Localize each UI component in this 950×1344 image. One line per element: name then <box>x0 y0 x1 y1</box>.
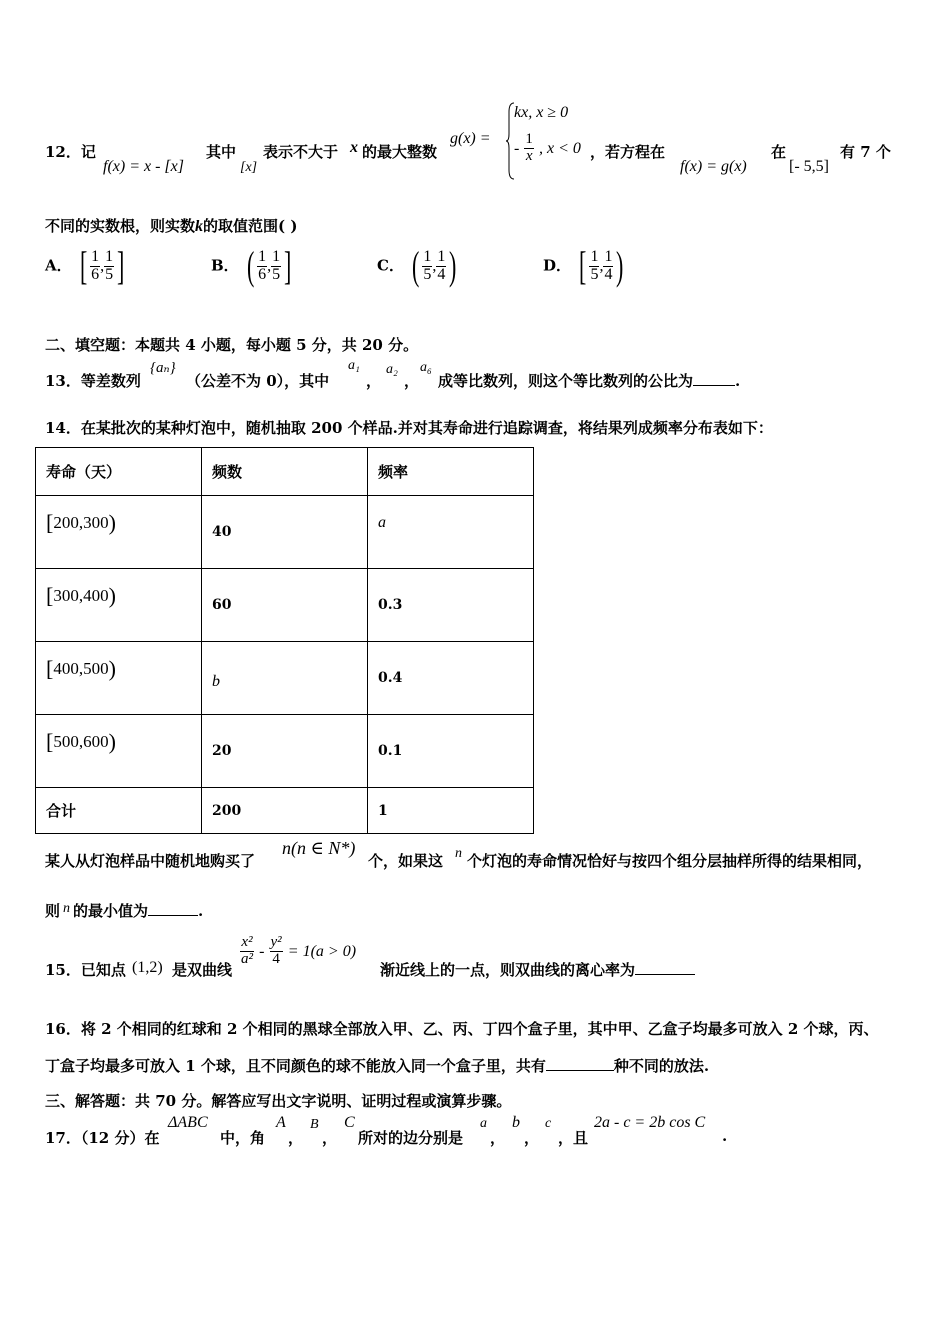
q12-line2-end: 的取值范围( ) <box>203 217 298 235</box>
q13-a1: a₁ <box>348 358 360 373</box>
frac-num: 1 <box>590 247 599 265</box>
q17-text1: 17．（12 分）在 <box>45 1129 160 1147</box>
q12-line2-text: 不同的实数根，则实数 <box>45 217 196 235</box>
q12-option-a: A． [ $\frac{1}{6}$ , $\frac{1}{5}$ ] <box>45 243 125 288</box>
header-lifespan: 寿命（天） <box>36 448 202 496</box>
q17-end: . <box>722 1127 728 1145</box>
q12-option-d: D． [ $\frac{1}{5}$ , $\frac{1}{4}$ ) <box>543 243 624 288</box>
q17-text4: ，且 <box>558 1129 589 1147</box>
q12-case2-sign: - <box>514 139 520 157</box>
q14-n-var2: n <box>63 901 71 916</box>
frac-den: 5 <box>105 265 114 283</box>
q12-text-you7ge: 有 7 个 <box>840 143 891 161</box>
q12-text-zai: 在 <box>771 143 787 161</box>
q13-a6: a₆ <box>420 360 432 375</box>
interval-value: 200,300 <box>53 513 109 532</box>
q17-triangle: ΔABC <box>168 1114 208 1131</box>
q12-equation: f(x) = g(x) <box>680 158 747 175</box>
table-row <box>36 715 534 788</box>
frac-num: 1 <box>91 247 100 265</box>
table-row <box>36 496 534 569</box>
q15-text3-label: 渐近线上的一点，则双曲线的离心率为 <box>380 961 636 979</box>
q17-text2: 中，角 <box>220 1129 266 1147</box>
option-close-bracket: ) <box>449 243 457 288</box>
frac-num: 1 <box>105 247 114 265</box>
q14-after4: 则 <box>45 902 61 920</box>
q14-after3: 个灯泡的寿命情况恰好与按四个组分层抽样所得的结果相同， <box>467 852 873 870</box>
frac-den: 5 <box>423 265 432 283</box>
cell-interval: [200,300) <box>36 496 202 569</box>
q12-text-qizhong: 其中 <box>206 143 237 161</box>
q12-text-ruofangcheng: ，若方程在 <box>590 143 666 161</box>
option-open-bracket: ( <box>412 243 420 288</box>
q12-option-c: C． ( $\frac{1}{5}$ , $\frac{1}{4}$ ) <box>377 243 457 288</box>
q14-after2: 个，如果这 <box>368 852 444 870</box>
frac-den: 4 <box>437 265 446 283</box>
interval-value: 500,600 <box>53 732 109 751</box>
option-open-bracket: [ <box>579 243 587 288</box>
table-row <box>36 569 534 642</box>
option-label: C． <box>377 256 404 275</box>
frac-den: 4 <box>604 265 613 283</box>
q17-side-b: b <box>512 1114 520 1131</box>
q12-gx-lhs: g(x) = <box>450 130 491 147</box>
q16-answer-blank[interactable] <box>546 1070 614 1071</box>
q15-answer-blank[interactable] <box>635 974 695 975</box>
q17-comma3: ， <box>490 1129 506 1147</box>
option-close-bracket: ) <box>616 243 624 288</box>
q13-seq: {aₙ} <box>150 360 176 376</box>
frac-num: 1 <box>604 247 613 265</box>
q17-side-a: a <box>480 1116 487 1131</box>
q12-text-biaoshi: 表示不大于 <box>263 143 339 161</box>
q15-x2: x² <box>241 934 253 950</box>
frac-den: 6 <box>258 265 267 283</box>
q12-text-zuidazhengshu: 的最大整数 <box>362 143 438 161</box>
q14-answer-blank[interactable] <box>148 915 198 916</box>
q16-line2a: 丁盒子均最多可放入 1 个球，且不同颜色的球不能放入同一个盒子里，共有 <box>45 1057 546 1075</box>
q14-end: . <box>198 902 204 920</box>
q12-interval: [- 5,5] <box>789 158 829 175</box>
q17-equation: 2a - c = 2b cos C <box>594 1114 706 1131</box>
q12-number: 12．记 <box>45 143 96 161</box>
q12-x-var: x <box>350 139 358 156</box>
q14-line2 <box>45 900 203 921</box>
q15-rhs: = 1(a > 0) <box>287 942 357 960</box>
q12-floor-symbol: [x] <box>240 160 258 175</box>
option-open-bracket: ( <box>246 243 255 288</box>
q16-line2b: 种不同的放法. <box>613 1057 710 1075</box>
frac-num: 1 <box>423 247 432 265</box>
q12-fx-definition: f(x) = x - [x] <box>103 158 184 175</box>
interval-value: 300,400 <box>53 586 109 605</box>
q12-case2-num: 1 <box>525 131 533 147</box>
q13-comma1: ， <box>366 372 382 390</box>
q14-after5: 的最小值为 <box>73 902 149 920</box>
frac-den: 6 <box>91 265 100 283</box>
q12-option-b: B． ( $\frac{1}{6}$ , $\frac{1}{5}$ ] <box>211 243 292 288</box>
frac-num: 1 <box>437 247 446 265</box>
cell-count: 20 <box>202 715 368 788</box>
table-header-row <box>36 448 534 496</box>
cell-count: 40 <box>202 496 368 569</box>
cell-interval: [400,500) <box>36 642 202 715</box>
table-total-row <box>36 788 534 834</box>
q17-angle-b: B <box>310 1117 319 1132</box>
cell-frequency: 0.4 <box>368 642 534 715</box>
q17-comma2: ， <box>322 1129 338 1147</box>
cell-frequency: 0.3 <box>368 569 534 642</box>
option-label: B． <box>211 256 239 275</box>
q15-four: 4 <box>272 950 280 967</box>
frac-den: 5 <box>272 265 281 283</box>
q12-case2-den: x <box>525 147 533 164</box>
q17-angle-a: A <box>276 1114 286 1131</box>
q17-side-c: c <box>545 1116 552 1131</box>
q16-line1: 16．将 2 个相同的红球和 2 个相同的黑球全部放入甲、乙、丙、丁四个盒子里，其中甲、乙盒子均最多可放入 2 个球，丙、 <box>45 1020 879 1038</box>
frac-num: 1 <box>258 247 267 265</box>
frac-num: 1 <box>272 247 281 265</box>
option-label: A． <box>45 256 72 275</box>
option-open-bracket: [ <box>79 243 88 288</box>
table-row <box>36 642 534 715</box>
q15-text1: 15．已知点 <box>45 961 126 979</box>
q16-line2 <box>45 1055 709 1076</box>
q15-hyperbola <box>240 935 356 968</box>
q12-case1: kx, x ≥ 0 <box>514 104 569 121</box>
q12-case2 <box>514 132 581 165</box>
interval-value: 400,500 <box>53 659 109 678</box>
cell-total-count: 200 <box>202 788 368 834</box>
q13-end: . <box>735 372 741 390</box>
cell-frequency: a <box>368 496 534 569</box>
q13-answer-blank[interactable] <box>693 385 735 386</box>
option-close-bracket: ] <box>117 243 125 288</box>
frac-den: 5 <box>590 265 599 283</box>
q15-point: (1,2) <box>132 959 163 976</box>
q15-text3 <box>380 959 695 980</box>
cell-interval: [500,600) <box>36 715 202 788</box>
option-close-bracket: ] <box>284 243 292 288</box>
cell-frequency: 0.1 <box>368 715 534 788</box>
q13-text1: （公差不为 0），其中 <box>186 372 330 390</box>
q13-text2 <box>438 370 740 391</box>
header-count: 频数 <box>202 448 368 496</box>
q17-comma4: ， <box>524 1129 540 1147</box>
cell-total-freq: 1 <box>368 788 534 834</box>
q13-comma2: ， <box>404 372 420 390</box>
q13-a2: a₂ <box>386 362 398 377</box>
q13-text2-label: 成等比数列，则这个等比数列的公比为 <box>438 372 694 390</box>
q14-n-expr: n(n ∈ N*) <box>282 838 356 858</box>
cell-count: b <box>202 642 368 715</box>
q15-text2: 是双曲线 <box>172 961 233 979</box>
q14-n-var: n <box>455 846 462 861</box>
section3-heading: 三、解答题：共 70 分。解答应写出文字说明、证明过程或演算步骤。 <box>45 1092 512 1110</box>
q14-after1: 某人从灯泡样品中随机地购买了 <box>45 852 256 870</box>
section2-heading: 二、填空题：本题共 4 小题，每小题 5 分，共 20 分。 <box>45 336 419 354</box>
q12-line2 <box>45 215 297 236</box>
q17-text3: 所对的边分别是 <box>358 1129 464 1147</box>
cell-count: 60 <box>202 569 368 642</box>
cell-interval: [300,400) <box>36 569 202 642</box>
q12-case2-cond: , x < 0 <box>539 139 581 157</box>
q15-a2: a² <box>241 950 253 967</box>
q14-intro: 14．在某批次的某种灯泡中，随机抽取 200 个样品.并对其寿命进行追踪调查，将结果列成频率分布表如下： <box>45 419 773 437</box>
q15-y2: y² <box>270 934 282 950</box>
cell-total-label: 合计 <box>36 788 202 834</box>
q12-k-var: k <box>195 218 204 235</box>
q15-minus: - <box>259 942 265 960</box>
frequency-table <box>35 447 534 834</box>
q17-angle-c: C <box>344 1114 355 1131</box>
q13-number: 13．等差数列 <box>45 372 141 390</box>
header-frequency: 频率 <box>368 448 534 496</box>
option-label: D． <box>543 256 572 275</box>
q17-comma1: ， <box>288 1129 304 1147</box>
